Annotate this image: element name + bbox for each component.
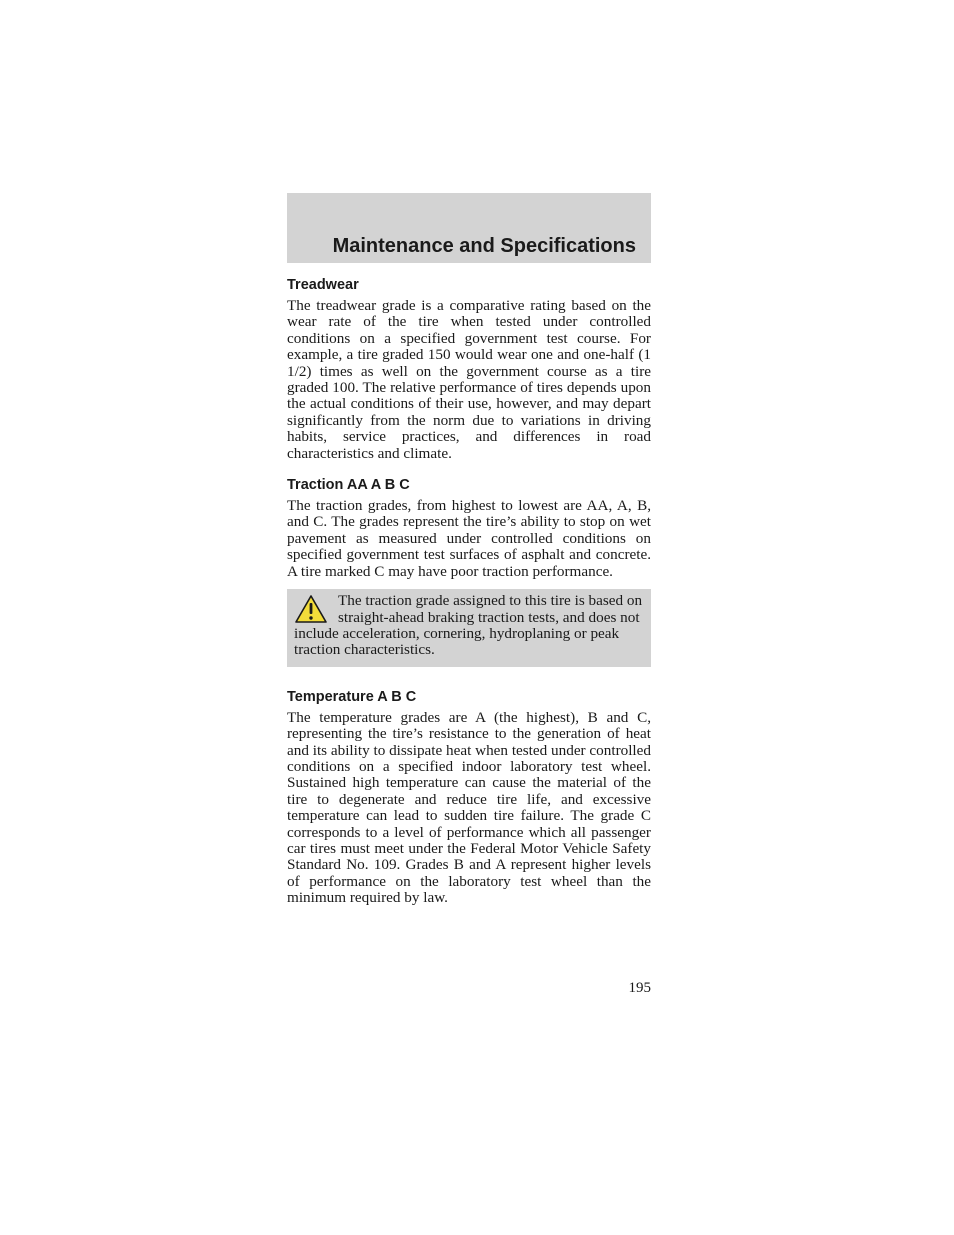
warning-triangle-icon [294, 594, 328, 624]
traction-heading: Traction AA A B C [287, 477, 410, 494]
treadwear-heading: Treadwear [287, 277, 359, 293]
page-title: Maintenance and Specifications [332, 235, 636, 257]
header-band [287, 193, 651, 263]
traction-paragraph: The traction grades, from highest to lowest are AA, A, B, and C. The grades represent the tire’s ability to stop on wet pavement as measured under controlled conditions on specified government test surfaces of asphalt and concrete. A tire marked C may have poor traction performance. [287, 497, 651, 580]
warning-text: The traction grade assigned to this tire is based on straight-ahead braking traction tests, and does not include acceleration, cornering, hydroplaning or peak traction characteristics. [294, 592, 643, 659]
temperature-paragraph: The temperature grades are A (the highest), B and C, representing the tire’s resistance to the generation of heat and its ability to dissipate heat when tested under controlled conditions on a specified indoor laboratory test wheel. Sustained high temperature can cause the material of the tire to degenerate and reduce tire life, and excessive temperature can lead to sudden tire failure. The grade C corresponds to a level of performance which all passenger car tires must meet under the Federal Motor Vehicle Safety Standard No. 109. Grades B and A represent higher levels of performance on the laboratory test wheel than the minimum required by law. [287, 708, 651, 907]
page-number: 195 [628, 980, 651, 996]
treadwear-paragraph: The treadwear grade is a comparative rating based on the wear rate of the tire when tested under controlled conditions on a specified government test course. For example, a tire graded 150 would wear one and one-half (1 1/2) times as well on the government course as a tire graded 100. The relative performance of tires depends upon the actual conditions of their use, however, and may depart significantly from the norm due to variations in driving habits, service practices, and differences in road characteristics and climate. [287, 297, 651, 462]
temperature-heading: Temperature A B C [287, 688, 417, 705]
manual-page [287, 193, 651, 907]
warning-box [287, 589, 651, 667]
